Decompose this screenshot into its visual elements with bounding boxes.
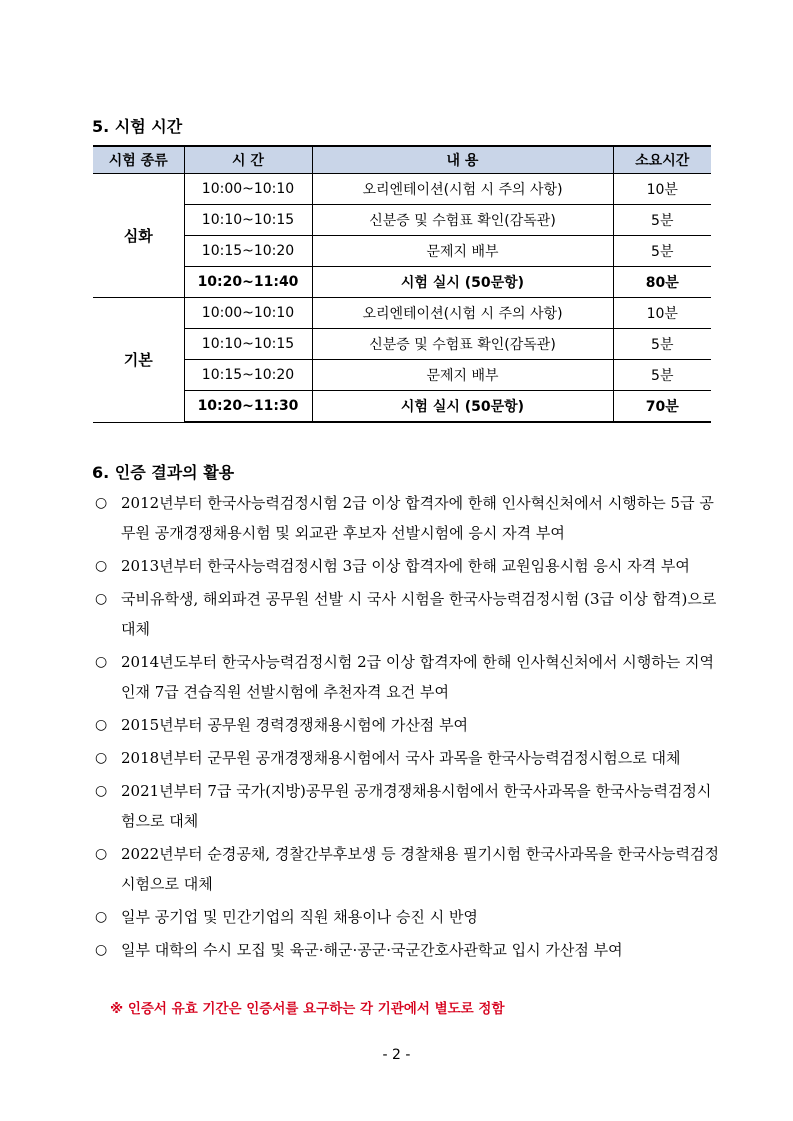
bullet-circle: ○ (95, 654, 108, 670)
usage-list (95, 488, 725, 968)
cell-time: 10:10~10:15 (184, 329, 312, 360)
list-item-text: 2014년도부터 한국사능력검정시험 2급 이상 합격자에 한해 인사혁신처에서 시행하는 지역인재 7급 견습직원 선발시험에 추천자격 요건 부여 (121, 653, 715, 701)
header-exam-type: 시험 종류 (93, 146, 184, 174)
group-advanced: 심화 (93, 174, 184, 298)
table-row (93, 205, 711, 236)
cell-duration: 5분 (613, 205, 711, 236)
list-item (95, 551, 725, 581)
table-header-row (93, 146, 711, 174)
exam-schedule-table (93, 145, 711, 423)
list-item (95, 743, 725, 773)
bullet-circle: ○ (95, 942, 108, 958)
list-item (95, 935, 725, 965)
cell-duration: 5분 (613, 360, 711, 391)
cell-time: 10:00~10:10 (184, 298, 312, 329)
list-item (95, 839, 725, 899)
cell-duration: 80분 (613, 267, 711, 298)
header-content: 내 용 (312, 146, 613, 174)
validity-note: ※ 인증서 유효 기간은 인증서를 요구하는 각 기관에서 별도로 정함 (110, 1001, 505, 1017)
list-item-text: 2022년부터 순경공채, 경찰간부후보생 등 경찰채용 필기시험 한국사과목을 한국사능력검정시험으로 대체 (121, 845, 719, 893)
cell-content: 신분증 및 수험표 확인(감독관) (312, 329, 613, 360)
table-row (93, 360, 711, 391)
list-item (95, 488, 725, 548)
bullet-circle: ○ (95, 909, 108, 925)
list-item-text: 2012년부터 한국사능력검정시험 2급 이상 합격자에 한해 인사혁신처에서 시행하는 5급 공무원 공개경쟁채용시험 및 외교관 후보자 선발시험에 응시 자격 부여 (121, 494, 714, 542)
cell-content: 오리엔테이션(시험 시 주의 사항) (312, 298, 613, 329)
cell-time: 10:15~10:20 (184, 360, 312, 391)
cell-content: 문제지 배부 (312, 236, 613, 267)
bullet-circle: ○ (95, 495, 108, 511)
list-item (95, 584, 725, 644)
list-item (95, 647, 725, 707)
table-row (93, 267, 711, 298)
header-duration: 소요시간 (613, 146, 711, 174)
cell-content: 오리엔테이션(시험 시 주의 사항) (312, 174, 613, 205)
table-row (93, 298, 711, 329)
bullet-circle: ○ (95, 591, 108, 607)
cell-content: 신분증 및 수험표 확인(감독관) (312, 205, 613, 236)
table-row (93, 391, 711, 423)
bullet-circle: ○ (95, 558, 108, 574)
cell-duration: 70분 (613, 391, 711, 423)
bullet-circle: ○ (95, 717, 108, 733)
list-item-text: 국비유학생, 해외파견 공무원 선발 시 국사 시험을 한국사능력검정시험 (3급 이상 합격)으로 대체 (121, 590, 717, 638)
list-item-text: 일부 공기업 및 민간기업의 직원 채용이나 승진 시 반영 (121, 908, 478, 926)
bullet-circle: ○ (95, 783, 108, 799)
cell-time: 10:00~10:10 (184, 174, 312, 205)
cell-time: 10:10~10:15 (184, 205, 312, 236)
table-row (93, 174, 711, 205)
cell-duration: 10분 (613, 298, 711, 329)
list-item-text: 2021년부터 7급 국가(지방)공무원 공개경쟁채용시험에서 한국사과목을 한국사능력검정시험으로 대체 (121, 782, 712, 830)
table-row (93, 236, 711, 267)
group-basic: 기본 (93, 298, 184, 423)
list-item-text: 2013년부터 한국사능력검정시험 3급 이상 합격자에 한해 교원임용시험 응시 자격 부여 (121, 557, 690, 575)
list-item (95, 776, 725, 836)
cell-content: 시험 실시 (50문항) (312, 267, 613, 298)
cell-content: 문제지 배부 (312, 360, 613, 391)
cell-duration: 5분 (613, 236, 711, 267)
list-item-text: 일부 대학의 수시 모집 및 육군·해군·공군·국군간호사관학교 입시 가산점 부여 (121, 941, 623, 959)
list-item-text: 2015년부터 공무원 경력경쟁채용시험에 가산점 부여 (121, 716, 469, 734)
cell-time: 10:15~10:20 (184, 236, 312, 267)
cell-content: 시험 실시 (50문항) (312, 391, 613, 423)
cell-time: 10:20~11:30 (184, 391, 312, 423)
section-6-heading: 6. 인증 결과의 활용 (92, 463, 235, 482)
table-row (93, 329, 711, 360)
cell-time: 10:20~11:40 (184, 267, 312, 298)
page-number: - 2 - (382, 1047, 411, 1063)
list-item-text: 2018년부터 군무원 공개경쟁채용시험에서 국사 과목을 한국사능력검정시험으로 대체 (121, 749, 681, 767)
cell-duration: 10분 (613, 174, 711, 205)
cell-duration: 5분 (613, 329, 711, 360)
header-time: 시 간 (184, 146, 312, 174)
bullet-circle: ○ (95, 846, 108, 862)
list-item (95, 710, 725, 740)
section-5-heading: 5. 시험 시간 (92, 117, 183, 136)
bullet-circle: ○ (95, 750, 108, 766)
list-item (95, 902, 725, 932)
